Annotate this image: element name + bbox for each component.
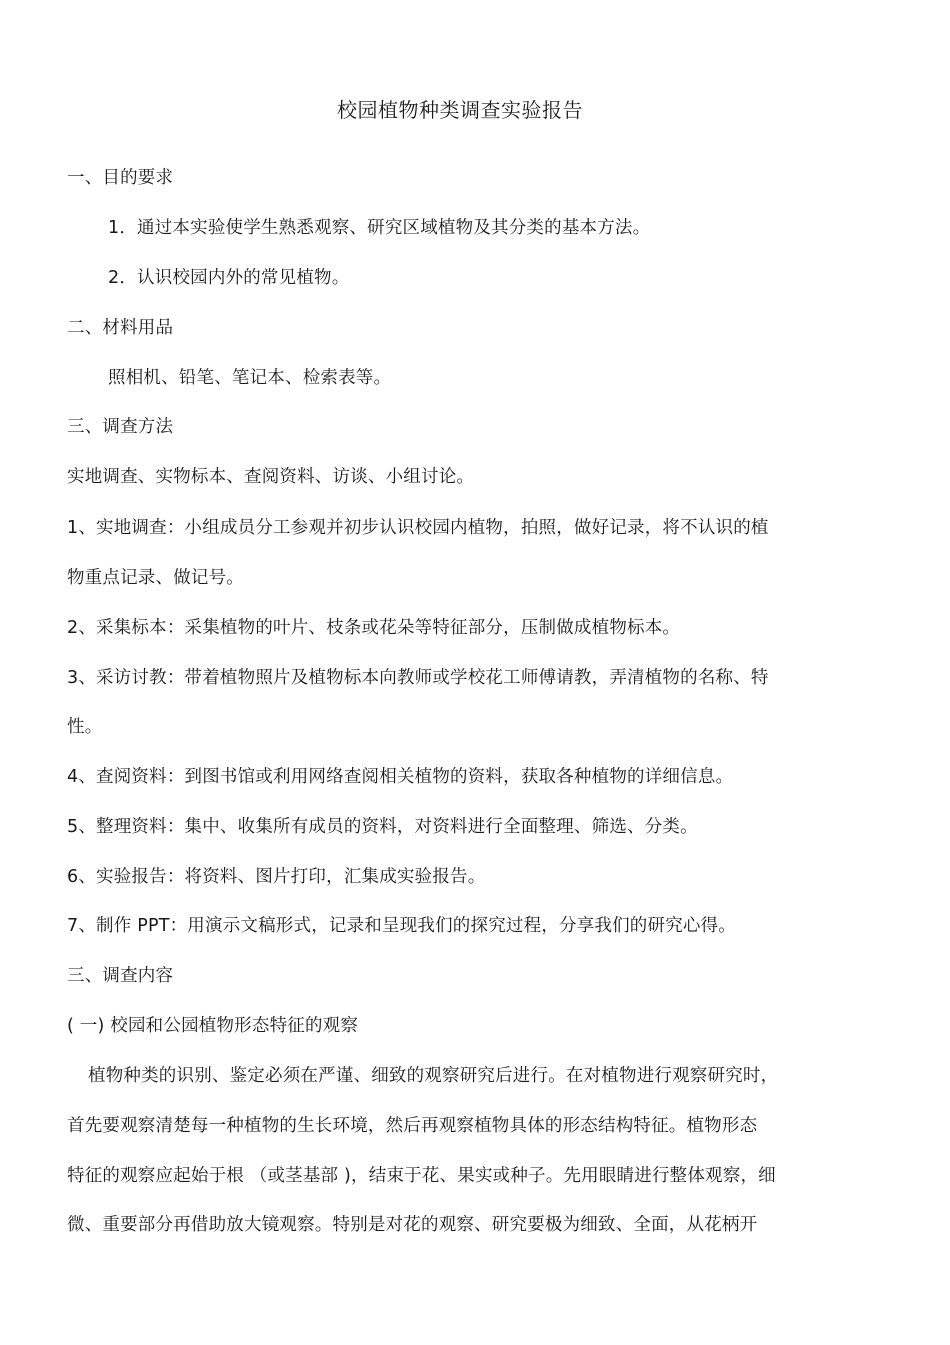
paragraph-line-4: 微、重要部分再借助放大镜观察。特别是对花的观察、研究要极为细致、全面，从花柄开	[67, 1215, 758, 1235]
method-step-7: 7、制作 PPT：用演示文稿形式，记录和呈现我们的探究过程，分享我们的研究心得。	[67, 916, 736, 936]
paragraph-line-3: 特征的观察应起始于根 （或茎基部 )，结束于花、果实或种子。先用眼睛进行整体观察，细	[67, 1166, 776, 1186]
objective-item-2: 2．认识校园内外的常见植物。	[108, 268, 350, 288]
method-step-1-line-1: 1、实地调查：小组成员分工参观并初步认识校园内植物，拍照，做好记录，将不认识的植	[67, 518, 769, 538]
methods-summary: 实地调查、实物标本、查阅资料、访谈、小组讨论。	[67, 467, 475, 487]
method-step-3-line-1: 3、采访讨教：带着植物照片及植物标本向教师或学校花工师傅请教，弄清植物的名称、特	[67, 668, 769, 688]
document-title: 校园植物种类调查实验报告	[337, 98, 583, 122]
method-step-5: 5、整理资料：集中、收集所有成员的资料，对资料进行全面整理、筛选、分类。	[67, 817, 698, 837]
method-step-6: 6、实验报告：将资料、图片打印，汇集成实验报告。	[67, 867, 486, 887]
subsection-heading-1: ( 一) 校园和公园植物形态特征的观察	[67, 1016, 359, 1036]
method-step-4: 4、查阅资料：到图书馆或利用网络查阅相关植物的资料，获取各种植物的详细信息。	[67, 767, 734, 787]
section-heading-content: 三、调查内容	[67, 966, 174, 986]
paragraph-line-2: 首先要观察清楚每一种植物的生长环境，然后再观察植物具体的形态结构特征。植物形态	[67, 1116, 758, 1136]
section-heading-objectives: 一、目的要求	[67, 168, 174, 188]
method-step-3-line-2: 性。	[67, 717, 103, 737]
section-heading-methods: 三、调查方法	[67, 417, 174, 437]
section-heading-materials: 二、材料用品	[67, 318, 174, 338]
paragraph-line-1: 植物种类的识别、鉴定必须在严谨、细致的观察研究后进行。在对植物进行观察研究时，	[88, 1066, 779, 1086]
method-step-2: 2、采集标本：采集植物的叶片、枝条或花朵等特征部分，压制做成植物标本。	[67, 618, 681, 638]
objective-item-1: 1．通过本实验使学生熟悉观察、研究区域植物及其分类的基本方法。	[108, 218, 651, 238]
method-step-1-line-2: 物重点记录、做记号。	[67, 568, 244, 588]
materials-text: 照相机、铅笔、笔记本、检索表等。	[108, 368, 392, 388]
